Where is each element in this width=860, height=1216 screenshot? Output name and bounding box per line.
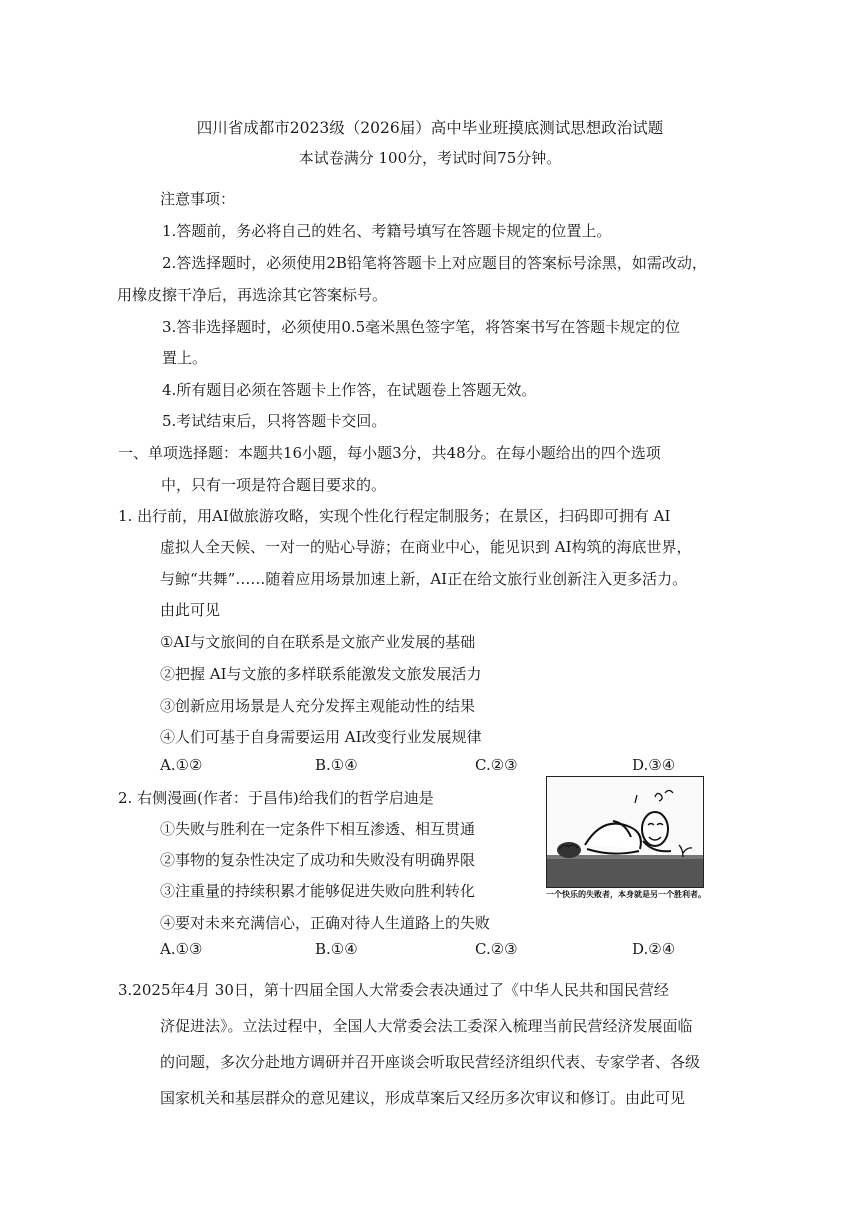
notice-item: 2.答选择题时，必须使用2B铅笔将答题卡上对应题目的答案标号涂黑，如需改动， xyxy=(162,254,707,272)
cartoon-caption: 一个快乐的失败者，本身就是另一个胜利者。 xyxy=(546,890,706,899)
cartoon-figure xyxy=(546,776,704,911)
question-1-statement: ②把握 AI与文旅的多样联系能激发文旅发展活力 xyxy=(160,665,482,683)
question-2-stem: 2. 右侧漫画(作者：于昌伟)给我们的哲学启迪是 xyxy=(118,789,434,807)
option-d[interactable]: D.②④ xyxy=(632,940,676,958)
question-1-options xyxy=(160,756,720,776)
option-b[interactable]: B.①④ xyxy=(315,756,358,774)
option-c[interactable]: C.②③ xyxy=(475,756,518,774)
question-1-statement: ③创新应用场景是人充分发挥主观能动性的结果 xyxy=(160,697,476,715)
question-1-stem: 由此可见 xyxy=(160,601,221,619)
option-a[interactable]: A.①③ xyxy=(160,940,203,958)
option-b[interactable]: B.①④ xyxy=(315,940,358,958)
exam-subtitle: 本试卷满分 100分，考试时间75分钟。 xyxy=(298,149,562,167)
question-3-stem: 国家机关和基层群众的意见建议，形成草案后又经历多次审议和修订。由此可见 xyxy=(160,1089,686,1107)
question-1-statement: ①AI与文旅间的自在联系是文旅产业发展的基础 xyxy=(160,633,476,651)
section-heading: 一、单项选择题：本题共16小题，每小题3分，共48分。在每小题给出的四个选项 xyxy=(118,444,661,462)
option-d[interactable]: D.③④ xyxy=(632,756,676,774)
option-c[interactable]: C.②③ xyxy=(475,940,518,958)
question-1-stem: 虚拟人全天候、一对一的贴心导游；在商业中心，能见识到 AI构筑的海底世界， xyxy=(160,538,692,556)
question-3-stem: 济促进法》。立法过程中，全国人大常委会法工委深入梳理当前民营经济发展面临 xyxy=(160,1017,693,1035)
option-a[interactable]: A.①② xyxy=(160,756,203,774)
question-2-options xyxy=(160,940,720,960)
notice-item: 3.答非选择题时，必须使用0.5毫米黑色签字笔，将答案书写在答题卡规定的位 xyxy=(162,318,681,336)
notice-item: 5.考试结束后，只将答题卡交回。 xyxy=(162,412,387,430)
cartoon-drawing xyxy=(547,777,703,887)
notice-item: 1.答题前，务必将自己的姓名、考籍号填写在答题卡规定的位置上。 xyxy=(162,222,612,240)
question-3-stem: 3.2025年4月 30日，第十四届全国人大常委会表决通过了《中华人民共和国民营经 xyxy=(118,981,669,999)
question-2-statement: ④要对未来充满信心，正确对待人生道路上的失败 xyxy=(160,914,491,932)
notice-item: 用橡皮擦干净后，再选涂其它答案标号。 xyxy=(117,286,388,304)
question-1-stem: 与鲸“共舞”……随着应用场景加速上新，AI正在给文旅行业创新注入更多活力。 xyxy=(160,570,688,588)
exam-title: 四川省成都市2023级（2026届）高中毕业班摸底测试思想政治试题 xyxy=(196,119,664,137)
question-1-stem: 1. 出行前，用AI做旅游攻略，实现个性化行程定制服务；在景区，扫码即可拥有 AI xyxy=(118,507,671,525)
question-2-statement: ①失败与胜利在一定条件下相互渗透、相互贯通 xyxy=(160,820,476,838)
cartoon-frame xyxy=(546,776,704,888)
question-2-statement: ③注重量的持续积累才能够促进失败向胜利转化 xyxy=(160,882,476,900)
question-3-stem: 的问题，多次分赴地方调研并召开座谈会听取民营经济组织代表、专家学者、各级 xyxy=(160,1053,701,1071)
question-2-statement: ②事物的复杂性决定了成功和失败没有明确界限 xyxy=(160,851,476,869)
notice-item: 4.所有题目必须在答题卡上作答，在试题卷上答题无效。 xyxy=(162,381,537,399)
question-1-statement: ④人们可基于自身需要运用 AI改变行业发展规律 xyxy=(160,728,482,746)
notice-heading: 注意事项： xyxy=(160,190,236,208)
notice-item: 置上。 xyxy=(162,349,208,367)
section-heading-cont: 中，只有一项是符合题目要求的。 xyxy=(161,476,387,494)
